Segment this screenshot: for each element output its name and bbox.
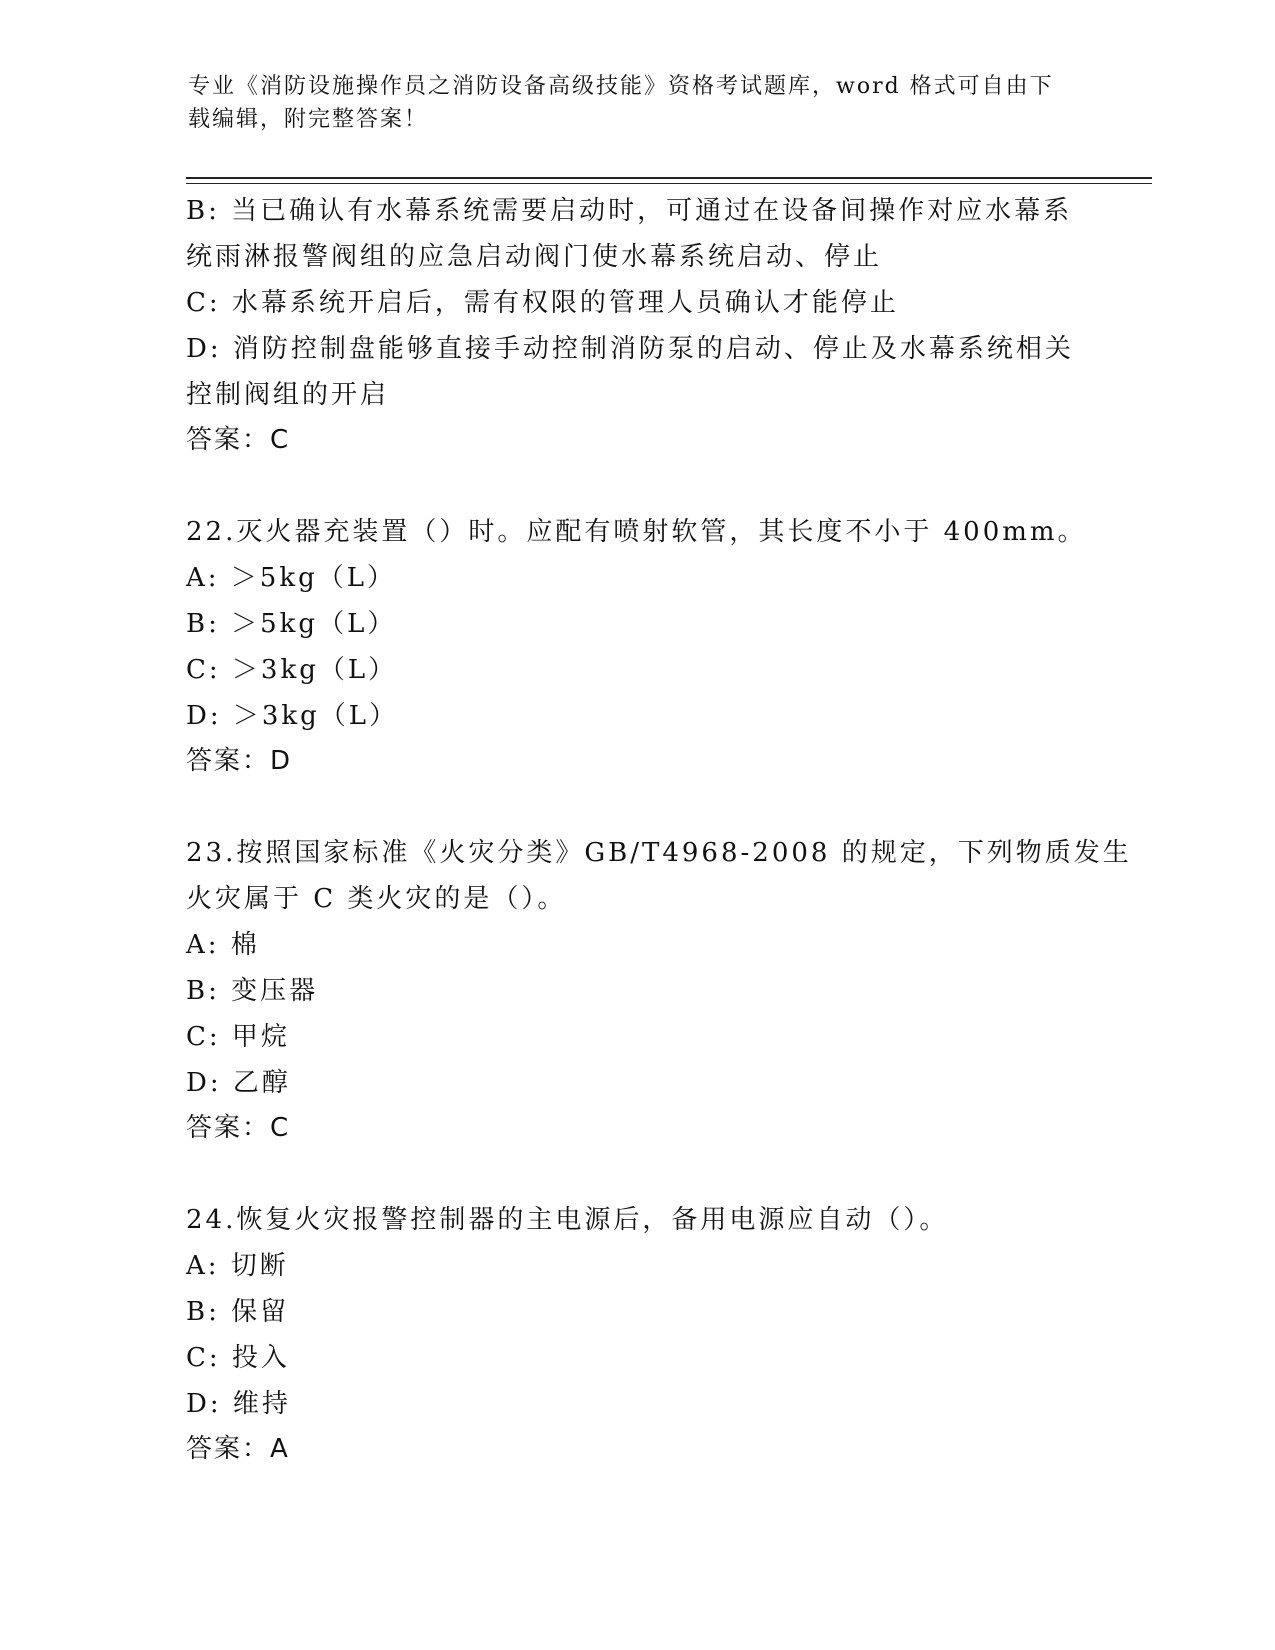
question-21 xyxy=(186,188,1086,462)
option-c: C: 甲烷 xyxy=(186,1022,290,1052)
option-b-line-2: 统雨淋报警阀组的应急启动阀门使水幕系统启动、停止 xyxy=(186,242,883,272)
option-a: A: 切断 xyxy=(186,1251,289,1281)
answer: 答案：C xyxy=(186,1113,291,1143)
option-c: C: 投入 xyxy=(186,1343,290,1373)
question-24 xyxy=(186,1197,1086,1471)
option-d: D: ＞3kg（L） xyxy=(186,701,399,731)
answer: 答案：C xyxy=(186,425,291,455)
answer: 答案：A xyxy=(186,1434,290,1464)
document-header xyxy=(188,70,1068,136)
option-d: D: 维持 xyxy=(186,1389,291,1419)
question-stem-line-2: 火灾属于 C 类火灾的是（）。 xyxy=(186,884,567,914)
header-rule-thin xyxy=(186,183,1152,184)
option-b: B: 保留 xyxy=(186,1297,290,1327)
option-d-line-2: 控制阀组的开启 xyxy=(186,380,390,410)
question-stem: 22.灭火器充装置（）时。应配有喷射软管，其长度不小于 400mm。 xyxy=(186,517,1087,547)
question-22 xyxy=(186,509,1086,783)
question-list xyxy=(186,188,1132,1518)
header-line-2: 载编辑，附完整答案！ xyxy=(188,107,429,132)
option-c: C: 水幕系统开启后，需有权限的管理人员确认才能停止 xyxy=(186,288,899,318)
option-d: D: 乙醇 xyxy=(186,1068,291,1098)
option-b-line-1: B: 当已确认有水幕系统需要启动时，可通过在设备间操作对应水幕系 xyxy=(186,196,1073,226)
question-stem: 24.恢复火灾报警控制器的主电源后，备用电源应自动（）。 xyxy=(186,1205,949,1235)
option-b: B: ＞5kg（L） xyxy=(186,609,397,639)
header-rule-thick xyxy=(186,177,1152,179)
option-b: B: 变压器 xyxy=(186,976,319,1006)
question-stem-line-1: 23.按照国家标准《火灾分类》GB/T4968-2008 的规定，下列物质发生 xyxy=(186,838,1132,868)
answer: 答案：D xyxy=(186,746,293,776)
option-c: C: ＞3kg（L） xyxy=(186,655,398,685)
option-d-line-1: D: 消防控制盘能够直接手动控制消防泵的启动、停止及水幕系统相关 xyxy=(186,334,1074,364)
question-23 xyxy=(186,830,1132,1150)
option-a: A: 棉 xyxy=(186,930,260,960)
header-line-1: 专业《消防设施操作员之消防设备高级技能》资格考试题库，word 格式可自由下 xyxy=(188,74,1054,99)
option-a: A: ＞5kg（L） xyxy=(186,563,397,593)
